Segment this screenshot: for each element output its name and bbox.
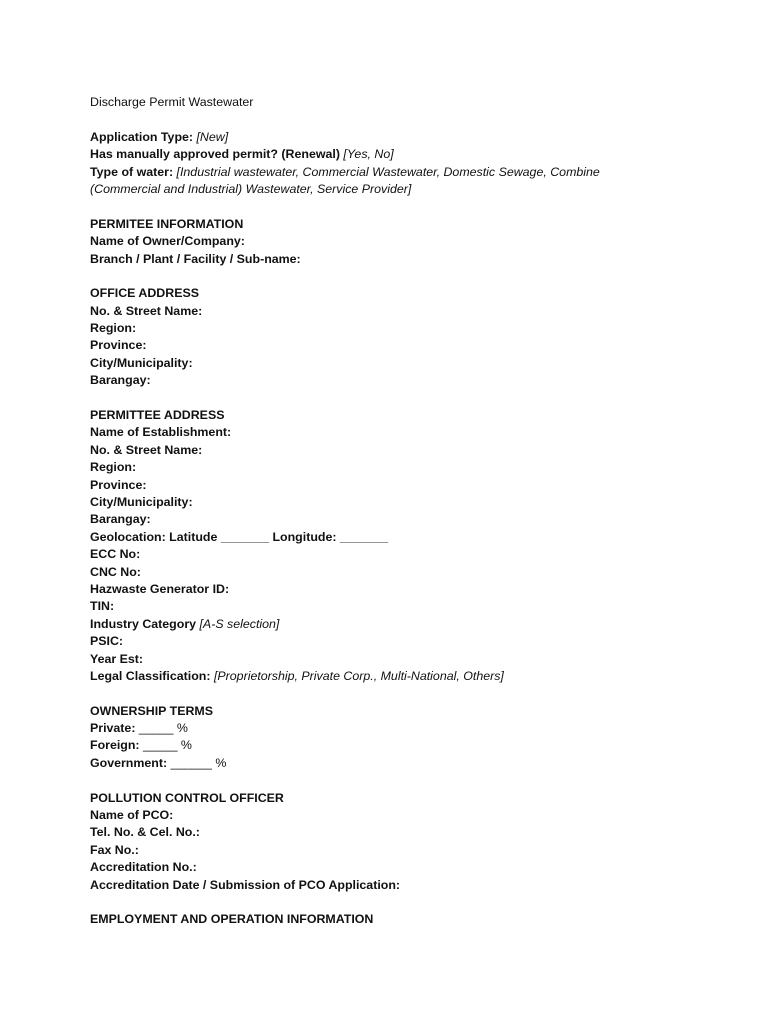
water-type-value-line1: [Industrial wastewater, Commercial Wastewater, Domestic Sewage, Combine — [176, 164, 600, 179]
pco-fax-label: Fax No.: — [90, 842, 139, 857]
hazwaste-label: Hazwaste Generator ID: — [90, 581, 230, 596]
spacer — [90, 268, 768, 285]
tin-label: TIN: — [90, 599, 115, 614]
cnc-label: CNC No: — [90, 564, 141, 579]
water-type-row-continued — [90, 181, 768, 198]
office-street-label: No. & Street Name: — [90, 303, 203, 318]
manual-permit-label: Has manually approved permit? (Renewal) — [90, 147, 340, 162]
water-type-label: Type of water: — [90, 164, 174, 179]
application-type-value: [New] — [196, 129, 229, 144]
office-address-heading: OFFICE ADDRESS — [90, 286, 199, 301]
office-region-label: Region: — [90, 321, 137, 336]
permittee-province-label: Province: — [90, 477, 147, 492]
foreign-ownership-label: Foreign: — [90, 738, 140, 753]
government-ownership-label: Government: — [90, 755, 168, 770]
legal-classification-label: Legal Classification: — [90, 668, 211, 683]
permittee-barangay-label: Barangay: — [90, 512, 151, 527]
permittee-city-label: City/Municipality: — [90, 494, 193, 509]
pco-accreditation-date-label: Accreditation Date / Submission of PCO Application: — [90, 877, 401, 892]
industry-category-row — [90, 616, 768, 633]
permittee-address-heading: PERMITTEE ADDRESS — [90, 408, 225, 423]
psic-label: PSIC: — [90, 634, 124, 649]
industry-category-value: [A-S selection] — [199, 616, 280, 631]
employment-operation-heading: EMPLOYMENT AND OPERATION INFORMATION — [90, 912, 374, 927]
pco-tel-label: Tel. No. & Cel. No.: — [90, 825, 200, 840]
permittee-street-label: No. & Street Name: — [90, 442, 203, 457]
owner-company-label: Name of Owner/Company: — [90, 234, 245, 249]
pco-accreditation-label: Accreditation No.: — [90, 860, 197, 875]
spacer — [90, 772, 768, 789]
ecc-label: ECC No: — [90, 547, 141, 562]
private-ownership-label: Private: — [90, 721, 136, 736]
spacer — [90, 685, 768, 702]
branch-label: Branch / Plant / Facility / Sub-name: — [90, 251, 301, 266]
legal-classification-row — [90, 668, 768, 685]
year-established-label: Year Est: — [90, 651, 144, 666]
establishment-label: Name of Establishment: — [90, 425, 232, 440]
water-type-row — [90, 164, 768, 181]
industry-category-label: Industry Category — [90, 616, 197, 631]
spacer — [90, 198, 768, 215]
document-title: Discharge Permit Wastewater — [90, 95, 254, 109]
manual-permit-value: [Yes, No] — [343, 147, 394, 162]
manual-permit-row — [90, 146, 768, 163]
office-barangay-label: Barangay: — [90, 373, 151, 388]
spacer — [90, 390, 768, 407]
pco-name-label: Name of PCO: — [90, 808, 174, 823]
private-ownership-row — [90, 720, 768, 737]
spacer — [90, 894, 768, 911]
geolocation-label: Geolocation: Latitude _______ Longitude: _______ — [90, 529, 389, 544]
office-city-label: City/Municipality: — [90, 355, 193, 370]
application-type-label: Application Type: — [90, 129, 194, 144]
water-type-value-line2: (Commercial and Industrial) Wastewater, Service Provider] — [90, 181, 412, 196]
ownership-terms-heading: OWNERSHIP TERMS — [90, 703, 213, 718]
foreign-ownership-blank: _____ % — [143, 738, 192, 753]
private-ownership-blank: _____ % — [138, 721, 188, 736]
foreign-ownership-row — [90, 737, 768, 754]
office-province-label: Province: — [90, 338, 147, 353]
government-ownership-row — [90, 755, 768, 772]
application-type-row — [90, 129, 768, 146]
pollution-control-officer-heading: POLLUTION CONTROL OFFICER — [90, 790, 284, 805]
permitee-information-heading: PERMITEE INFORMATION — [90, 216, 244, 231]
government-ownership-blank: ______ % — [170, 755, 227, 770]
spacer — [90, 111, 768, 128]
permittee-region-label: Region: — [90, 460, 137, 475]
legal-classification-value: [Proprietorship, Private Corp., Multi-National, Others] — [213, 668, 504, 683]
